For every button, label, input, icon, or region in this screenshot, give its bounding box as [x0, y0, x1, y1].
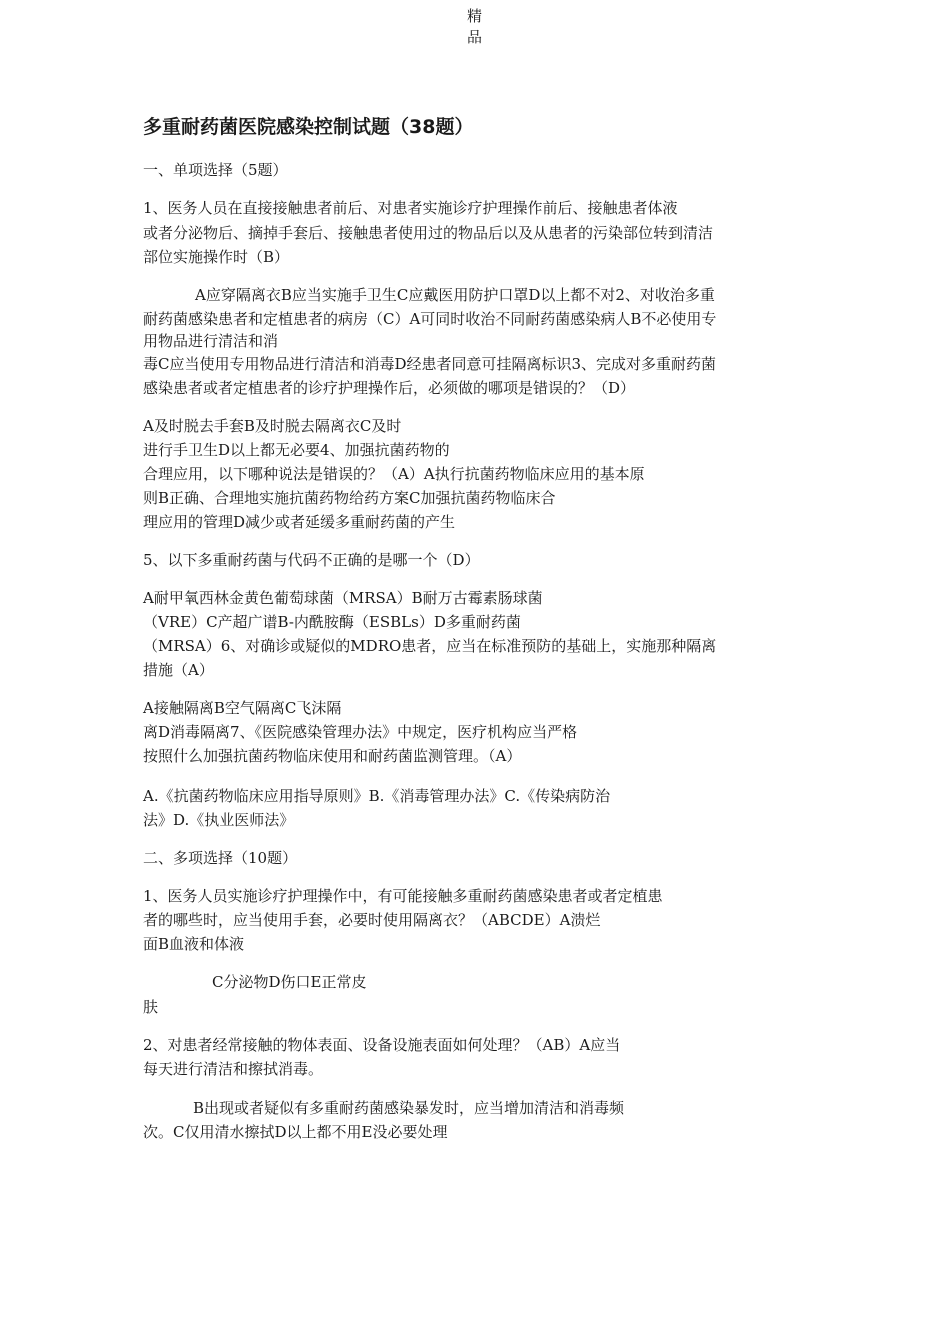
text-line: 毒C应当使用专用物品进行清洁和消毒D经患者同意可挂隔离标识3、完成对多重耐药菌 — [143, 355, 717, 373]
text-line: 2、对患者经常接触的物体表面、设备设施表面如何处理？（AB）A应当 — [143, 1036, 621, 1054]
text-line: 用物品进行清洁和消 — [143, 332, 279, 350]
text-line: 者的哪些时，应当使用手套，必要时使用隔离衣？（ABCDE）A溃烂 — [143, 911, 601, 929]
text-line: A.《抗菌药物临床应用指导原则》B.《消毒管理办法》C.《传染病防治 — [143, 787, 611, 805]
text-line: 面B血液和体液 — [143, 935, 245, 953]
section-heading-single-choice: 一、单项选择（5题） — [143, 161, 288, 179]
text-line: 次。C仅用清水擦拭D以上都不用E没必要处理 — [143, 1123, 448, 1141]
text-line: 措施（A） — [143, 661, 214, 679]
text-line: 法》D.《执业医师法》 — [143, 811, 295, 829]
text-line: 离D消毒隔离7、《医院感染管理办法》中规定，医疗机构应当严格 — [143, 723, 578, 741]
text-line: A接触隔离B空气隔离C飞沫隔 — [143, 699, 342, 717]
text-line: A耐甲氧西林金黄色葡萄球菌（MRSA）B耐万古霉素肠球菌 — [143, 589, 543, 607]
text-line: 1、医务人员实施诊疗护理操作中，有可能接触多重耐药菌感染患者或者定植患 — [143, 887, 663, 905]
header-char-2: 品 — [466, 28, 483, 46]
page-header — [0, 6, 950, 48]
text-line: 按照什么加强抗菌药物临床使用和耐药菌监测管理。（A） — [143, 747, 522, 765]
text-line: （MRSA）6、对确诊或疑似的MDRO患者，应当在标准预防的基础上，实施那种隔离 — [143, 637, 717, 655]
text-line: 合理应用，以下哪种说法是错误的？（A）A执行抗菌药物临床应用的基本原 — [143, 465, 645, 483]
text-line: （VRE）C产超广谱B-内酰胺酶（ESBLs）D多重耐药菌 — [143, 613, 521, 631]
text-line: 则B正确、合理地实施抗菌药物给药方案C加强抗菌药物临床合 — [143, 489, 556, 507]
text-line: C分泌物D伤口E正常皮 — [212, 973, 367, 991]
text-line: 肤 — [143, 998, 159, 1016]
text-line: 感染患者或者定植患者的诊疗护理操作后，必须做的哪项是错误的？（D） — [143, 379, 636, 397]
text-line: B出现或者疑似有多重耐药菌感染暴发时，应当增加清洁和消毒频 — [193, 1099, 625, 1117]
text-line: 理应用的管理D减少或者延缓多重耐药菌的产生 — [143, 513, 456, 531]
text-line: 每天进行清洁和擦拭消毒。 — [143, 1060, 324, 1078]
text-line: 5、以下多重耐药菌与代码不正确的是哪一个（D） — [143, 551, 480, 569]
header-char-1: 精 — [466, 7, 483, 25]
text-line: 部位实施操作时（B） — [143, 248, 290, 266]
text-line: 耐药菌感染患者和定植患者的病房（C）A可同时收治不同耐药菌感染病人B不必使用专 — [143, 310, 717, 328]
document-title: 多重耐药菌医院感染控制试题（38题） — [143, 116, 474, 138]
text-line: 或者分泌物后、摘掉手套后、接触患者使用过的物品后以及从患者的污染部位转到清洁 — [143, 224, 714, 242]
text-line: 1、医务人员在直接接触患者前后、对患者实施诊疗护理操作前后、接触患者体液 — [143, 199, 678, 217]
section-heading-multiple-choice: 二、多项选择（10题） — [143, 849, 298, 867]
text-line: 进行手卫生D以上都无必要4、加强抗菌药物的 — [143, 441, 450, 459]
text-line: A应穿隔离衣B应当实施手卫生C应戴医用防护口罩D以上都不对2、对收治多重 — [195, 286, 715, 304]
text-line: A及时脱去手套B及时脱去隔离衣C及时 — [143, 417, 402, 435]
